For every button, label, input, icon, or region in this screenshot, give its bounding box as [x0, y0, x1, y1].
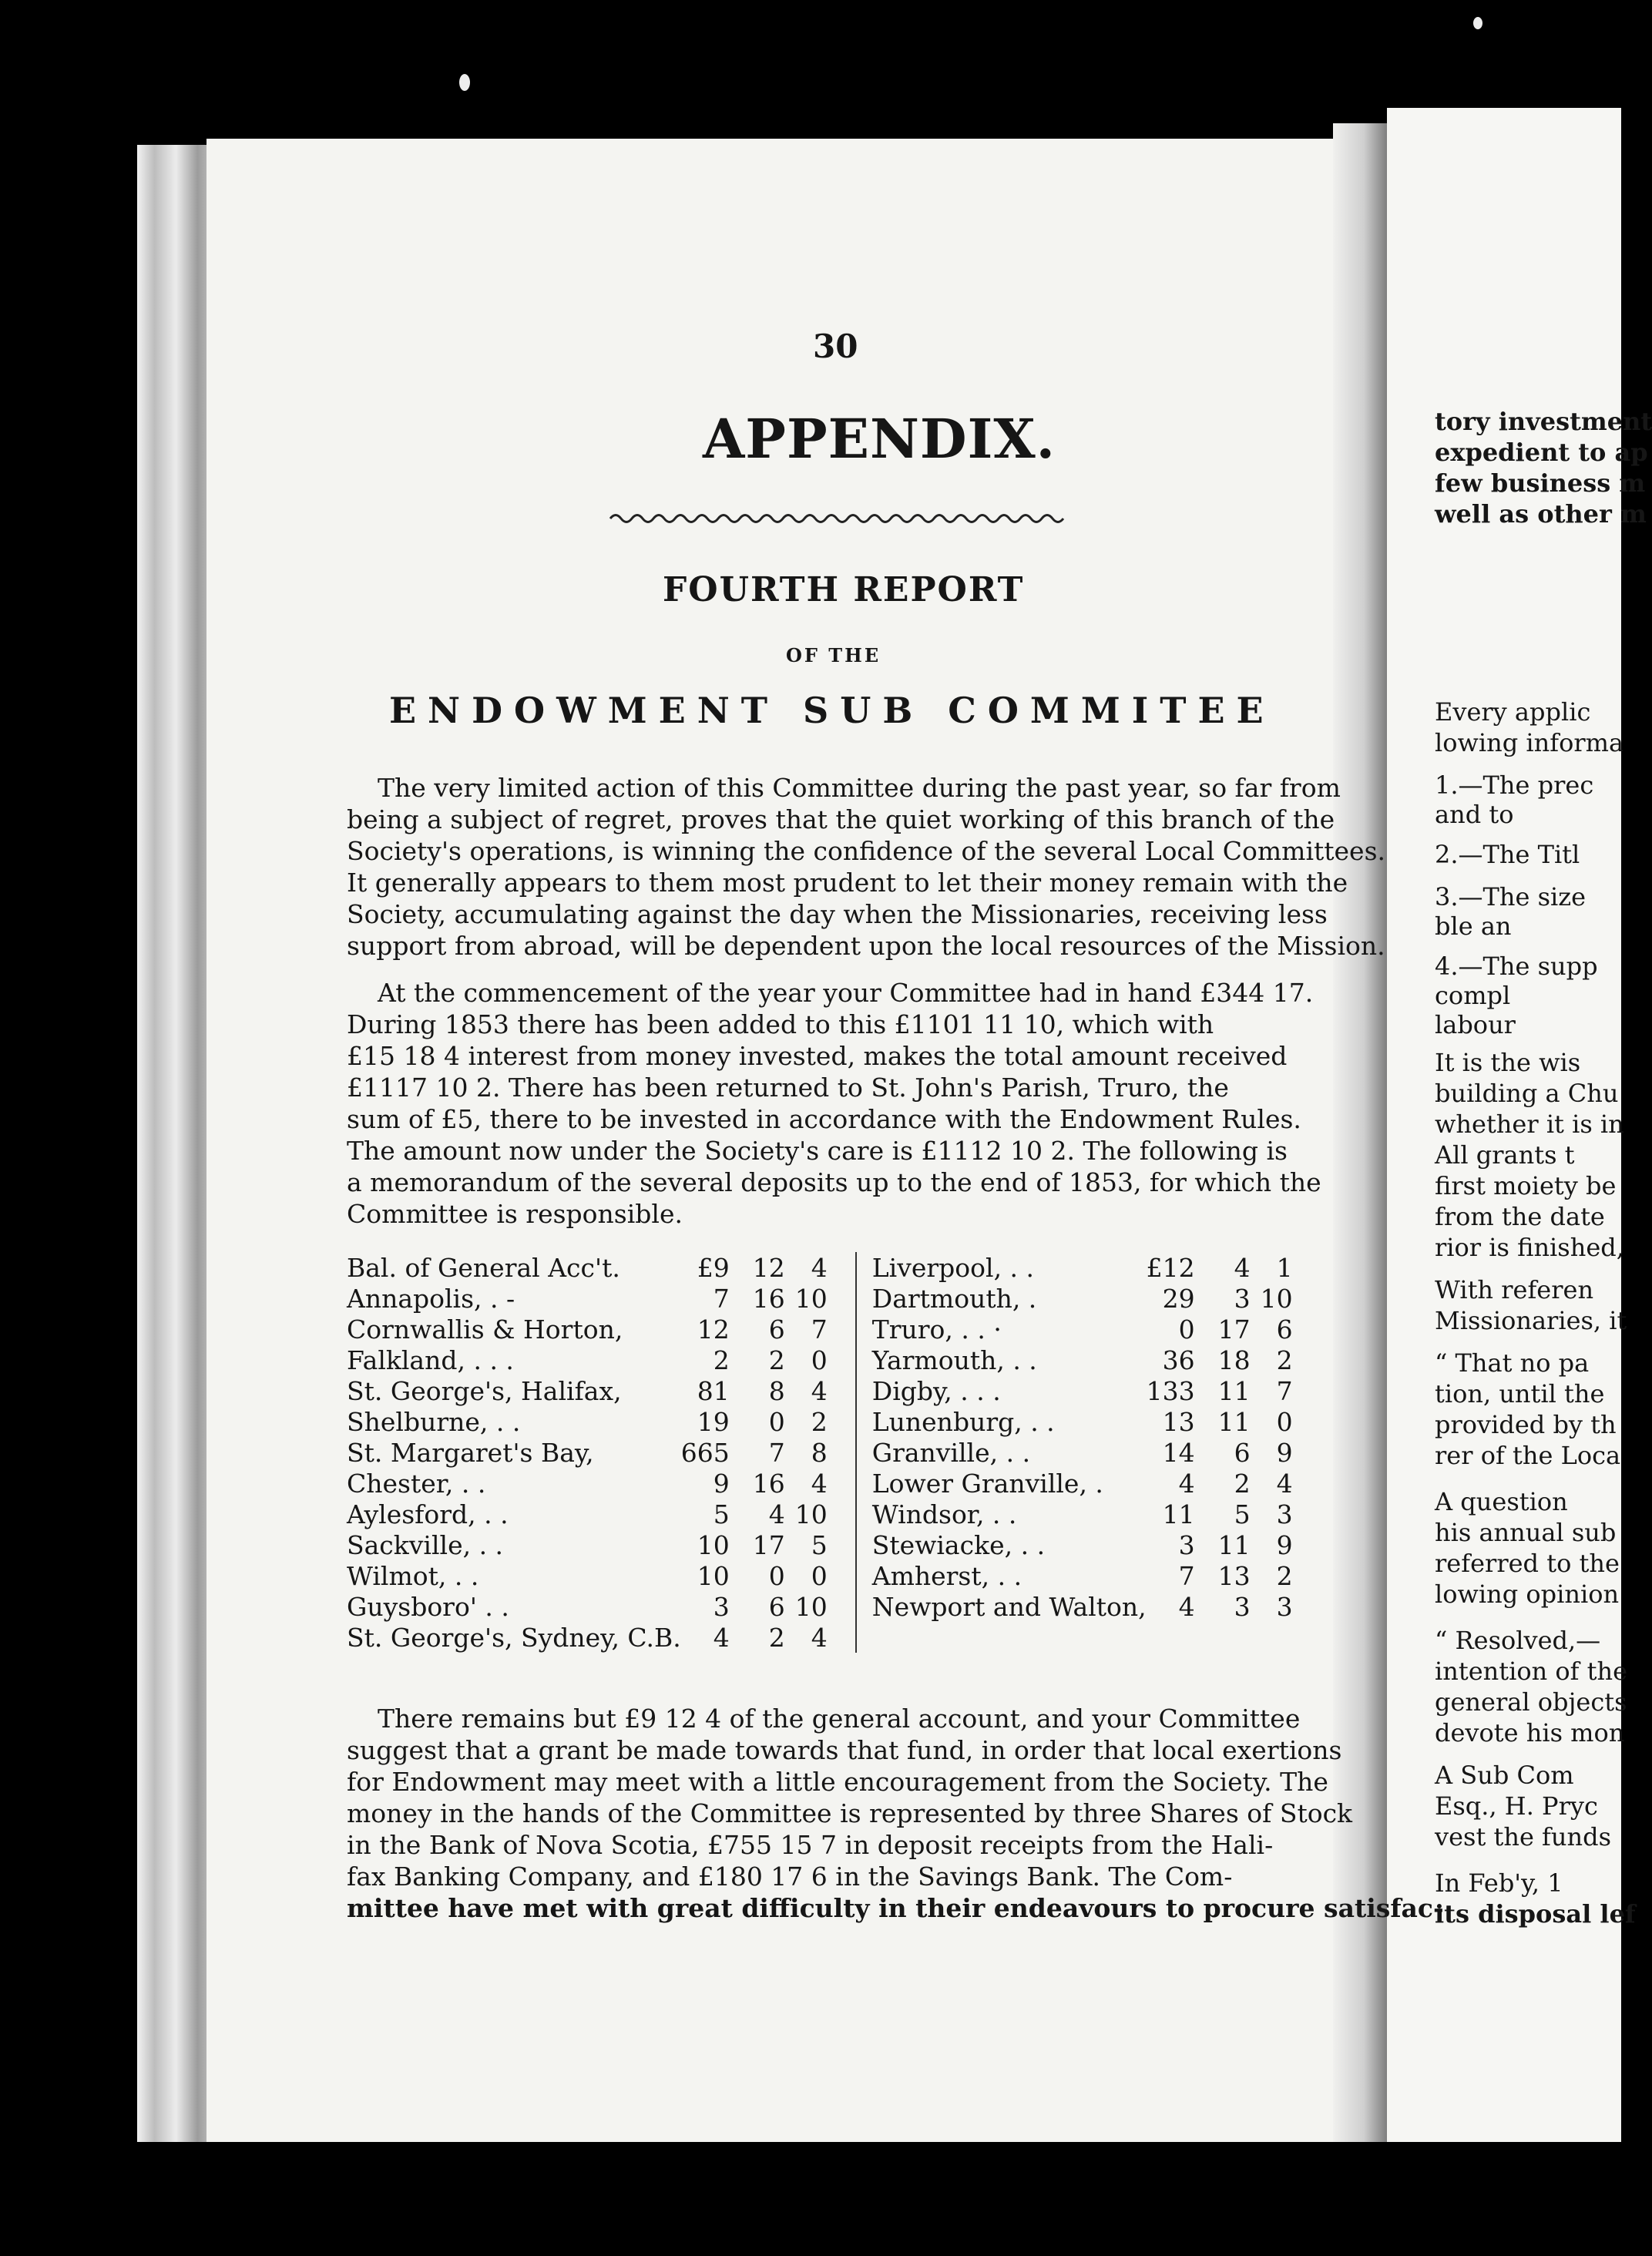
shillings: 6: [768, 1314, 785, 1345]
right-page-line: intention of the: [1435, 1657, 1628, 1686]
deposit-place: Shelburne, . .: [347, 1406, 521, 1437]
right-page-line: whether it is in: [1435, 1110, 1624, 1139]
shillings: 0: [768, 1406, 785, 1437]
table-row: [347, 1406, 1293, 1437]
table-row: [347, 1591, 1293, 1622]
pence: [1251, 1622, 1293, 1653]
pounds: 36: [1162, 1345, 1195, 1375]
text-line: sum of £5, there to be invested in accordance with the Endowment Rules.: [347, 1104, 1301, 1134]
pence: 6: [1276, 1314, 1293, 1345]
shillings: 2: [768, 1622, 785, 1653]
right-page-line: 3.—The size: [1435, 882, 1587, 911]
pence: 2: [811, 1406, 828, 1437]
pounds: £12: [1146, 1252, 1195, 1283]
table-row: [347, 1468, 1293, 1499]
shillings: [1195, 1622, 1251, 1653]
column-divider: [828, 1622, 856, 1653]
shillings: 8: [768, 1375, 785, 1406]
right-page-line: “ Resolved,—: [1435, 1626, 1601, 1655]
text-line: At the commencement of the year your Committee had in hand £344 17.: [378, 978, 1314, 1008]
shillings: 2: [1234, 1468, 1251, 1499]
shillings: 16: [752, 1468, 785, 1499]
right-page-line: compl: [1435, 981, 1511, 1010]
committee-heading: ENDOWMENT SUB COMMITEE: [389, 690, 1275, 731]
paragraph-1: [347, 772, 1385, 962]
column-divider: [828, 1591, 856, 1622]
table-row: [347, 1314, 1293, 1345]
text-line: The very limited action of this Committee during the past year, so far from: [378, 773, 1341, 803]
column-divider: [828, 1252, 856, 1283]
report-heading: FOURTH REPORT: [663, 570, 1025, 609]
dust-speck: [459, 74, 470, 91]
shillings: 12: [752, 1252, 785, 1283]
text-line: suggest that a grant be made towards that fund, in order that local exertions: [347, 1735, 1342, 1765]
deposit-place: Wilmot, . .: [347, 1560, 479, 1591]
shillings: 13: [1217, 1560, 1251, 1591]
right-page-line: 4.—The supp: [1435, 952, 1598, 981]
pounds: 4: [1178, 1468, 1195, 1499]
right-page-line: ble an: [1435, 911, 1512, 941]
right-page-line: 2.—The Titl: [1435, 840, 1580, 869]
pence: 3: [1276, 1499, 1293, 1529]
table-row: [347, 1252, 1293, 1283]
shillings: 11: [1217, 1406, 1251, 1437]
right-page-line: lowing opinion: [1435, 1580, 1620, 1609]
pounds: 4: [1178, 1591, 1195, 1622]
right-page-line: expedient to ap: [1435, 438, 1648, 467]
pence: 9: [1276, 1529, 1293, 1560]
page-title: APPENDIX.: [703, 407, 1056, 471]
text-line: support from abroad, will be dependent upon the local resources of the Mission.: [347, 931, 1385, 961]
shillings: 5: [1234, 1499, 1251, 1529]
right-page-line: “ That no pa: [1435, 1348, 1590, 1378]
text-line: Committee is responsible.: [347, 1199, 683, 1229]
right-page-line: and to: [1435, 800, 1514, 829]
text-line: The amount now under the Society's care is £1112 10 2. The following is: [347, 1136, 1288, 1166]
pence: 7: [811, 1314, 828, 1345]
right-page-line: from the date: [1435, 1202, 1605, 1231]
table-row: [347, 1560, 1293, 1591]
pence: 8: [811, 1437, 828, 1468]
right-page-line: tory investment: [1435, 407, 1652, 436]
pence: 10: [794, 1283, 828, 1314]
column-divider: [828, 1468, 856, 1499]
pounds: [1147, 1622, 1195, 1653]
table-row: [347, 1437, 1293, 1468]
column-divider: [828, 1375, 856, 1406]
right-page-line: first moiety be: [1435, 1171, 1617, 1200]
pounds: 2: [713, 1345, 730, 1375]
shillings: 17: [1217, 1314, 1251, 1345]
deposit-place: Falkland, . . .: [347, 1345, 514, 1375]
pounds: 7: [1178, 1560, 1195, 1591]
text-line: being a subject of regret, proves that the quiet working of this branch of the: [347, 804, 1335, 834]
shillings: 17: [752, 1529, 785, 1560]
right-page-line: tion, until the: [1435, 1379, 1605, 1408]
deposit-place: Lower Granville, .: [871, 1468, 1103, 1499]
pounds: 3: [713, 1591, 730, 1622]
column-divider: [828, 1437, 856, 1468]
deposit-place: St. George's, Halifax,: [347, 1375, 622, 1406]
pounds: 133: [1146, 1375, 1195, 1406]
pounds: 0: [1178, 1314, 1195, 1345]
right-page-line: general objects: [1435, 1687, 1627, 1717]
deposit-place: [856, 1622, 1147, 1653]
deposit-place: Dartmouth, .: [871, 1283, 1037, 1314]
pence: 4: [811, 1622, 828, 1653]
decorative-wavy-rule: [610, 510, 1065, 527]
deposit-place: Annapolis, . -: [347, 1283, 515, 1314]
pounds: 14: [1162, 1437, 1195, 1468]
right-page-line: labour: [1435, 1010, 1516, 1039]
right-page-line: A Sub Com: [1435, 1761, 1574, 1790]
pence: 2: [1276, 1345, 1293, 1375]
pounds: 19: [697, 1406, 730, 1437]
text-line: £15 18 4 interest from money invested, makes the total amount received: [347, 1041, 1288, 1071]
pounds: 29: [1162, 1283, 1195, 1314]
right-page-line: Esq., H. Pryc: [1435, 1791, 1598, 1821]
deposit-place: Sackville, . .: [347, 1529, 504, 1560]
deposit-place: Aylesford, . .: [347, 1499, 509, 1529]
right-page-line: its disposal lef: [1435, 1899, 1636, 1929]
shillings: 18: [1217, 1345, 1251, 1375]
table-row: [347, 1345, 1293, 1375]
deposit-place: St. George's, Sydney, C.B.: [347, 1622, 681, 1653]
text-line: £1117 10 2. There has been returned to St. John's Parish, Truro, the: [347, 1073, 1229, 1103]
column-divider: [828, 1283, 856, 1314]
right-page-line: referred to the: [1435, 1549, 1620, 1578]
text-line: Society's operations, is winning the confidence of the several Local Committees.: [347, 836, 1386, 866]
pence: 10: [794, 1499, 828, 1529]
pence: 10: [794, 1591, 828, 1622]
right-page-line: All grants t: [1435, 1140, 1575, 1170]
text-line: It generally appears to them most prudent to let their money remain with the: [347, 868, 1348, 898]
text-line: There remains but £9 12 4 of the general account, and your Committee: [378, 1704, 1301, 1734]
table-row: [347, 1283, 1293, 1314]
deposit-place: Windsor, . .: [871, 1499, 1017, 1529]
pounds: £9: [697, 1252, 730, 1283]
pounds: 7: [713, 1283, 730, 1314]
right-page-line: his annual sub: [1435, 1518, 1617, 1547]
column-divider: [828, 1345, 856, 1375]
right-page-line: lowing informa: [1435, 728, 1624, 757]
right-page-line: vest the funds: [1435, 1822, 1612, 1851]
text-line: for Endowment may meet with a little encouragement from the Society. The: [347, 1767, 1328, 1797]
table-row: [347, 1375, 1293, 1406]
deposit-place: Lunenburg, . .: [871, 1406, 1055, 1437]
right-page-line: A question: [1435, 1487, 1568, 1516]
pence: 4: [811, 1468, 828, 1499]
right-page-line: well as other m: [1435, 499, 1647, 529]
pence: 3: [1276, 1591, 1293, 1622]
pence: 1: [1276, 1252, 1293, 1283]
pounds: 10: [697, 1560, 730, 1591]
page-number: 30: [813, 327, 858, 365]
column-divider: [828, 1529, 856, 1560]
deposit-place: Chester, . .: [347, 1468, 486, 1499]
deposit-place: Yarmouth, . .: [871, 1345, 1037, 1375]
pence: 9: [1276, 1437, 1293, 1468]
deposits-table: [347, 1252, 1293, 1653]
right-page-line: 1.—The prec: [1435, 770, 1594, 800]
deposit-place: Newport and Walton,: [871, 1591, 1147, 1622]
pence: 2: [1276, 1560, 1293, 1591]
shillings: 6: [1234, 1437, 1251, 1468]
deposit-place: St. Margaret's Bay,: [347, 1437, 594, 1468]
deposit-place: Bal. of General Acc't.: [347, 1252, 620, 1283]
right-page-line: In Feb'y, 1: [1435, 1868, 1563, 1898]
pounds: 12: [697, 1314, 730, 1345]
pounds: 4: [713, 1622, 730, 1653]
deposit-place: Stewiacke, . .: [871, 1529, 1046, 1560]
pence: 4: [1276, 1468, 1293, 1499]
deposit-place: Amherst, . .: [871, 1560, 1022, 1591]
pounds: 5: [713, 1499, 730, 1529]
right-page-line: few business m: [1435, 468, 1646, 498]
deposit-place: Digby, . . .: [871, 1375, 1001, 1406]
pounds: 11: [1162, 1499, 1195, 1529]
right-page-line: With referen: [1435, 1275, 1594, 1304]
deposit-place: Granville, . .: [871, 1437, 1031, 1468]
column-divider: [828, 1406, 856, 1437]
text-line: mittee have met with great difficulty in their endeavours to procure satisfac-: [347, 1893, 1444, 1923]
pounds: 9: [713, 1468, 730, 1499]
pounds: 665: [680, 1437, 730, 1468]
shillings: 11: [1217, 1529, 1251, 1560]
pounds: 13: [1162, 1406, 1195, 1437]
right-page-line: provided by th: [1435, 1410, 1617, 1439]
dust-speck: [1473, 17, 1482, 29]
text-line: fax Banking Company, and £180 17 6 in the Savings Bank. The Com-: [347, 1862, 1233, 1892]
shillings: 3: [1234, 1283, 1251, 1314]
pence: 4: [811, 1252, 828, 1283]
text-line: money in the hands of the Committee is represented by three Shares of Stock: [347, 1798, 1353, 1828]
paragraph-3: [347, 1703, 1444, 1924]
right-page-line: rior is finished,: [1435, 1233, 1624, 1262]
shillings: 7: [768, 1437, 785, 1468]
text-line: Society, accumulating against the day when the Missionaries, receiving less: [347, 899, 1328, 929]
shillings: 3: [1234, 1591, 1251, 1622]
pence: 4: [811, 1375, 828, 1406]
right-page-line: Every applic: [1435, 697, 1591, 727]
text-line: in the Bank of Nova Scotia, £755 15 7 in deposit receipts from the Hali-: [347, 1830, 1274, 1860]
pounds: 3: [1178, 1529, 1195, 1560]
right-page-line: Missionaries, it: [1435, 1306, 1627, 1335]
shillings: 6: [768, 1591, 785, 1622]
table-row: [347, 1529, 1293, 1560]
right-page-line: rer of the Loca: [1435, 1441, 1621, 1470]
table-row: [347, 1499, 1293, 1529]
column-divider: [828, 1499, 856, 1529]
column-divider: [828, 1560, 856, 1591]
shillings: 11: [1217, 1375, 1251, 1406]
pence: 7: [1276, 1375, 1293, 1406]
pence: 0: [811, 1345, 828, 1375]
deposit-place: Liverpool, . .: [871, 1252, 1035, 1283]
shillings: 4: [1234, 1252, 1251, 1283]
right-page-line: devote his mon: [1435, 1718, 1625, 1747]
text-line: During 1853 there has been added to this £1101 11 10, which with: [347, 1009, 1214, 1039]
deposit-place: Cornwallis & Horton,: [347, 1314, 623, 1345]
background-dark: [0, 2142, 1621, 2256]
pence: 5: [811, 1529, 828, 1560]
pence: 0: [811, 1560, 828, 1591]
pence: 0: [1276, 1406, 1293, 1437]
deposit-place: Guysboro' . .: [347, 1591, 509, 1622]
pence: 10: [1260, 1283, 1293, 1314]
text-line: a memorandum of the several deposits up to the end of 1853, for which the: [347, 1167, 1321, 1197]
pounds: 10: [697, 1529, 730, 1560]
deposit-place: Truro, . . ·: [871, 1314, 1002, 1345]
right-page-line: building a Chu: [1435, 1079, 1619, 1108]
report-subheading-of: OF THE: [786, 644, 881, 666]
table-row: [347, 1622, 1293, 1653]
pounds: 81: [697, 1375, 730, 1406]
paragraph-2: [347, 977, 1321, 1230]
shillings: 0: [768, 1560, 785, 1591]
right-page-line: It is the wis: [1435, 1048, 1581, 1077]
column-divider: [828, 1314, 856, 1345]
shillings: 16: [752, 1283, 785, 1314]
shillings: 2: [768, 1345, 785, 1375]
shillings: 4: [768, 1499, 785, 1529]
